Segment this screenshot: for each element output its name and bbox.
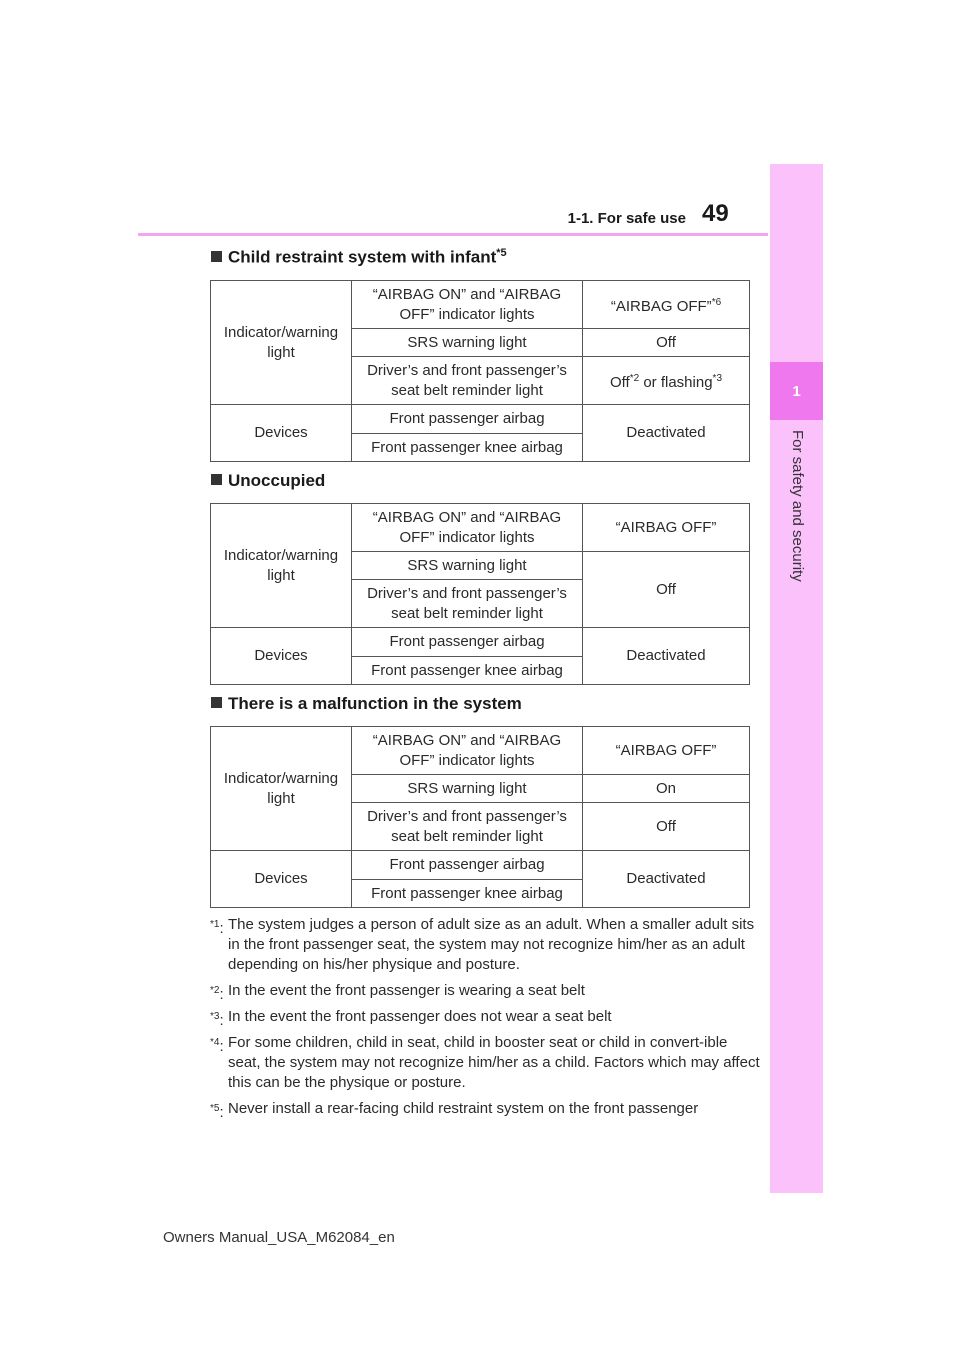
front-passenger-airbag-item: Front passenger airbag <box>352 851 583 880</box>
airbag-indicator-status: “AIRBAG OFF” <box>583 504 750 552</box>
devices-label: Devices <box>211 851 352 908</box>
airbag-indicator-status: “AIRBAG OFF”$^{*6}$ <box>583 281 750 329</box>
seat-belt-reminder-item: Driver’s and front passenger’s seat belt reminder light <box>352 803 583 851</box>
knee-airbag-item: Front passenger knee airbag <box>352 434 583 462</box>
airbag-indicator-item: “AIRBAG ON” and “AIRBAG OFF” indicator lights <box>352 727 583 775</box>
devices-status: Deactivated <box>583 628 750 685</box>
section-title-infant <box>211 247 507 268</box>
srs-warning-status: On <box>583 775 750 803</box>
page-number: 49 <box>702 200 729 227</box>
seat-belt-reminder-item: Driver’s and front passenger’s seat belt reminder light <box>352 580 583 628</box>
srs-warning-status: Off <box>583 329 750 357</box>
knee-airbag-item: Front passenger knee airbag <box>352 880 583 908</box>
devices-status: Deactivated <box>583 405 750 462</box>
status-table-malfunction <box>210 726 750 908</box>
seat-belt-reminder-status: Off <box>583 803 750 851</box>
indicator-warning-label: Indicator/warning light <box>211 281 352 405</box>
section-title-text: Child restraint system with infant <box>228 247 497 267</box>
chapter-number-tab: 1 <box>770 362 823 420</box>
status-table-infant <box>210 280 750 462</box>
devices-label: Devices <box>211 405 352 462</box>
indicator-warning-label: Indicator/warning light <box>211 504 352 628</box>
seat-belt-reminder-status: Off$^{*2}$ or flashing$^{*3}$ <box>583 357 750 405</box>
section-title-malfunction <box>211 694 522 714</box>
header-rule <box>138 233 768 236</box>
airbag-indicator-status: “AIRBAG OFF” <box>583 727 750 775</box>
srs-warning-item: SRS warning light <box>352 775 583 803</box>
square-bullet-icon <box>211 251 222 262</box>
square-bullet-icon <box>211 697 222 708</box>
indicator-warning-label: Indicator/warning light <box>211 727 352 851</box>
front-passenger-airbag-item: Front passenger airbag <box>352 405 583 434</box>
srs-warning-item: SRS warning light <box>352 552 583 580</box>
page-header-section: 1-1. For safe use <box>567 210 686 227</box>
footnote: $^{*1}$: The system judges a person of adult size as an adult. When a smaller adult sits in the front passenger seat, the system may not recognize him/her as an adult depending on his/her physique and posture. <box>210 916 755 973</box>
footnote: $^{*2}$: In the event the front passenger is wearing a seat belt <box>210 982 585 1003</box>
chapter-title-vertical: For safety and security <box>789 430 806 582</box>
devices-label: Devices <box>211 628 352 685</box>
chapter-side-tab <box>770 164 823 1193</box>
srs-warning-item: SRS warning light <box>352 329 583 357</box>
knee-airbag-item: Front passenger knee airbag <box>352 657 583 685</box>
section-title-unoccupied <box>211 471 325 491</box>
airbag-indicator-item: “AIRBAG ON” and “AIRBAG OFF” indicator lights <box>352 504 583 552</box>
page-footer: Owners Manual_USA_M62084_en <box>163 1229 395 1246</box>
seat-belt-reminder-item: Driver’s and front passenger’s seat belt reminder light <box>352 357 583 405</box>
warning-lights-status: Off <box>583 552 750 628</box>
footnote: $^{*4}$: For some children, child in seat, child in booster seat or child in convert-ible seat, the system may not recognize him/her as a child. Factors which may affect this can be the physique or posture. <box>210 1034 760 1091</box>
footnotes <box>210 915 760 1125</box>
status-table-unoccupied <box>210 503 750 685</box>
footnote: $^{*5}$: Never install a rear-facing child restraint system on the front passenger <box>210 1100 699 1121</box>
front-passenger-airbag-item: Front passenger airbag <box>352 628 583 657</box>
footnote-ref: *5 <box>496 247 507 259</box>
section-title-text: There is a malfunction in the system <box>228 694 522 713</box>
airbag-indicator-item: “AIRBAG ON” and “AIRBAG OFF” indicator lights <box>352 281 583 329</box>
devices-status: Deactivated <box>583 851 750 908</box>
square-bullet-icon <box>211 474 222 485</box>
footnote: $^{*3}$: In the event the front passenger does not wear a seat belt <box>210 1008 612 1029</box>
section-title-text: Unoccupied <box>228 471 326 490</box>
